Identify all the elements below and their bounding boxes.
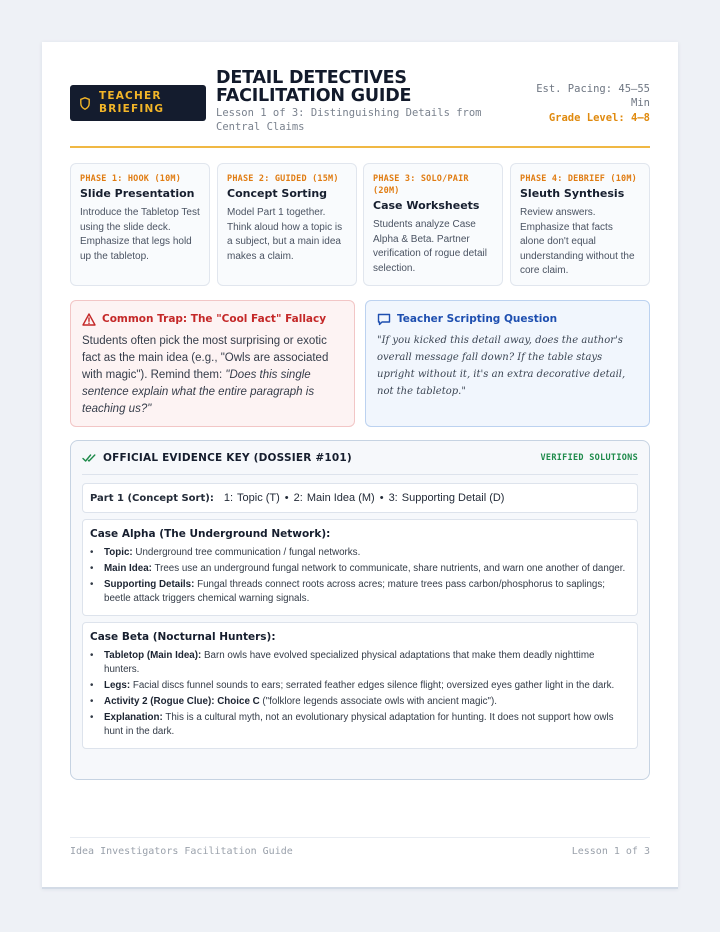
trap-quote: "Does this single sentence explain what the entire paragraph is teaching us?" xyxy=(82,369,315,415)
case-title: Case Beta (Nocturnal Hunters): xyxy=(90,631,276,643)
part1-num-3: 3: xyxy=(388,492,398,504)
header-divider xyxy=(70,146,650,148)
case-beta-list xyxy=(90,649,630,739)
item-text: Facial discs funnel sounds to ears; serrated feather edges silence flight; oversized eyes gather light in the dark. xyxy=(130,680,615,691)
double-check-icon xyxy=(82,453,97,463)
phase-description: Model Part 1 together. Think aloud how a topic is a subject, but a main idea makes a claim. xyxy=(227,207,343,262)
footer-guide-name: Idea Investigators Facilitation Guide xyxy=(70,846,293,857)
item-text: This is a cultural myth, not an evolutionary physical adaptation for hunting. It does not support how owls hunt in the dark. xyxy=(104,712,614,737)
phase-card-2 xyxy=(217,163,357,286)
teacher-script-callout xyxy=(365,300,650,427)
part1-label: Part 1 (Concept Sort): xyxy=(90,492,214,504)
item-label: Explanation: xyxy=(104,712,163,723)
key-header xyxy=(82,441,638,475)
part1-num-1: 1: xyxy=(223,492,234,504)
page-title: DETAIL DETECTIVES FACILITATION GUIDE xyxy=(216,68,412,106)
item-text: Barn owls have evolved specialized physical adaptations that make them deadly nighttime hunters. xyxy=(104,650,595,675)
phase-card-3 xyxy=(363,163,503,286)
footer-lesson-number: Lesson 1 of 3 xyxy=(571,846,650,857)
shield-icon xyxy=(80,97,90,110)
item-label: Legs: xyxy=(104,680,131,691)
part1-answer-1: Topic (T) xyxy=(237,492,280,504)
item-text: Underground tree communication / fungal networks. xyxy=(132,547,361,558)
list-item xyxy=(90,649,630,677)
list-item xyxy=(90,546,630,560)
badge-label: TEACHER BRIEFING xyxy=(99,90,165,115)
trap-text: Students often pick the most surprising or exotic fact as the main idea (e.g., "Owls are associated with magic"). Remind them: xyxy=(82,335,329,381)
item-label: Tabletop (Main Idea): xyxy=(104,650,202,661)
phase-tag: PHASE 3: SOLO/PAIR (20M) xyxy=(373,174,469,196)
phase-description: Review answers. Emphasize that facts alone don't equal understanding without the core claim. xyxy=(520,207,635,276)
speech-bubble-icon xyxy=(377,313,391,326)
case-title: Case Alpha (The Underground Network): xyxy=(90,528,331,540)
part1-answer-3: Supporting Detail (D) xyxy=(401,492,505,504)
part1-answer-2: Main Idea (M) xyxy=(306,492,375,504)
part1-answer-row xyxy=(82,483,638,513)
trap-header xyxy=(82,312,343,326)
part1-separator: • xyxy=(284,492,289,504)
lesson-meta xyxy=(520,82,650,125)
item-label: Supporting Details: xyxy=(104,579,195,590)
item-text: Trees use an underground fungal network to communicate, share nutrients, and warn one another of danger. xyxy=(151,563,626,574)
trap-body xyxy=(82,333,343,418)
script-title: Teacher Scripting Question xyxy=(397,313,558,325)
item-text: ("folklore legends associate owls with ancient magic"). xyxy=(259,696,497,707)
script-header xyxy=(377,312,638,326)
key-title: OFFICIAL EVIDENCE KEY (DOSSIER #101) xyxy=(103,451,352,464)
list-item xyxy=(90,679,630,693)
item-label: Activity 2 (Rogue Clue): xyxy=(104,696,215,707)
item-label: Topic: xyxy=(104,547,133,558)
item-label: Main Idea: xyxy=(104,563,152,574)
verified-label: VERIFIED SOLUTIONS xyxy=(540,452,638,463)
phase-tag: PHASE 4: DEBRIEF (10M) xyxy=(520,174,637,184)
phase-card-4 xyxy=(510,163,650,286)
item-text: Fungal threads connect roots across acres; mature trees pass carbon/phosphorus to saplings; beetle attack triggers chemical warning signals. xyxy=(104,579,605,604)
guide-page xyxy=(42,42,678,888)
phase-card-1 xyxy=(70,163,210,286)
case-alpha-list xyxy=(90,546,630,606)
case-beta-box xyxy=(82,622,638,749)
phase-tag: PHASE 1: HOOK (10M) xyxy=(80,174,182,184)
list-item xyxy=(90,695,630,709)
trap-title: Common Trap: The "Cool Fact" Fallacy xyxy=(102,313,327,325)
phase-tag: PHASE 2: GUIDED (15M) xyxy=(227,174,339,184)
footer-divider xyxy=(70,837,650,838)
common-trap-callout xyxy=(70,300,355,427)
evidence-key-panel xyxy=(70,440,650,780)
phase-title: Case Worksheets xyxy=(373,199,480,212)
page-subtitle: Lesson 1 of 3: Distinguishing Details from Central Claims xyxy=(216,107,482,133)
part1-num-2: 2: xyxy=(293,492,303,504)
warning-triangle-icon xyxy=(82,313,96,326)
phase-title: Concept Sorting xyxy=(227,187,328,200)
script-question: "If you kicked this detail away, does the author's overall message fall down? If the table stays upright without it, it's an extra decorative detail, not the tabletop." xyxy=(377,335,626,397)
list-item xyxy=(90,578,630,606)
phase-title: Slide Presentation xyxy=(80,187,195,200)
page-bottom-edge xyxy=(42,887,678,889)
case-alpha-box xyxy=(82,519,638,616)
phase-description: Introduce the Tabletop Test using the slide deck. Emphasize that legs hold up the tabletop. xyxy=(80,207,200,262)
part1-separator: • xyxy=(379,492,384,504)
item-choice: Choice C xyxy=(217,696,260,707)
teacher-briefing-badge xyxy=(70,85,206,121)
list-item xyxy=(90,562,630,576)
pacing-text: Est. Pacing: 45–55 Min xyxy=(536,83,650,109)
phase-title: Sleuth Synthesis xyxy=(520,187,625,200)
list-item xyxy=(90,711,630,739)
grade-level-text: Grade Level: 4–8 xyxy=(548,112,650,124)
phase-description: Students analyze Case Alpha & Beta. Partner verification of rogue detail selection. xyxy=(373,219,487,274)
